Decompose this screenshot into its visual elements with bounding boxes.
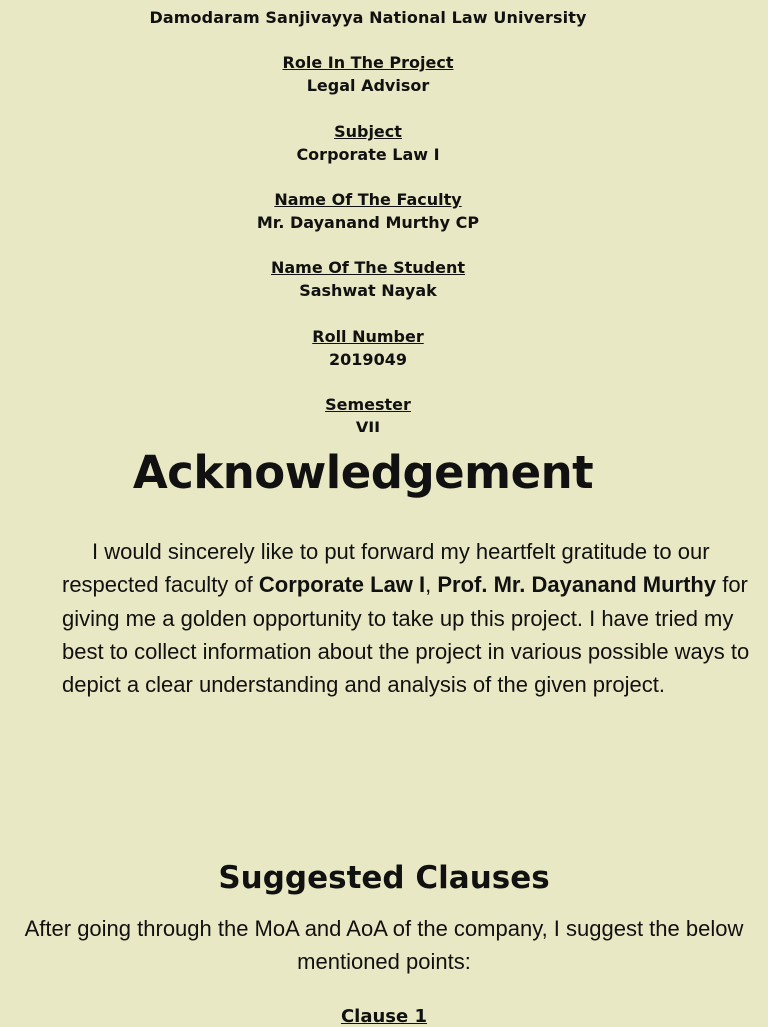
- clause-heading: Clause 1: [340, 1006, 428, 1027]
- role-label: Role In The Project: [282, 53, 454, 72]
- ack-text-end: for giving me a golden opportunity to take up this project. I have tried my best to collect information about the project in various possible ways to depict a clear understanding and analysis of the given project.: [62, 572, 750, 698]
- faculty-field: [0, 188, 736, 234]
- subject-field: [0, 120, 736, 166]
- semester-field: [0, 393, 736, 432]
- acknowledgement-heading: Acknowledgement: [132, 446, 594, 499]
- student-label: Name Of The Student: [270, 258, 466, 277]
- semester-value: VII: [355, 418, 381, 432]
- student-field: [0, 256, 736, 302]
- cover-page: [0, 0, 768, 432]
- subject-value: Corporate Law I: [296, 145, 440, 164]
- acknowledgement-paragraph: [62, 535, 766, 701]
- suggested-clauses-heading: Suggested Clauses: [218, 860, 550, 896]
- ack-text-start: I would sincerely like to put forward my heartfelt gratitude to our respected faculty of: [62, 539, 710, 598]
- ack-subject-bold: Corporate Law I: [258, 572, 426, 598]
- student-value: Sashwat Nayak: [299, 281, 437, 300]
- roll-field: [0, 325, 736, 371]
- roll-value: 2019049: [329, 350, 407, 369]
- role-value: Legal Advisor: [306, 76, 430, 95]
- suggested-intro: After going through the MoA and AoA of the company, I suggest the below mentioned points:: [24, 916, 744, 974]
- role-field: [0, 51, 736, 97]
- faculty-value: Mr. Dayanand Murthy CP: [256, 213, 480, 232]
- subject-label: Subject: [334, 122, 402, 141]
- ack-faculty-bold: Prof. Mr. Dayanand Murthy: [437, 572, 717, 598]
- university-name: Damodaram Sanjivayya National Law University: [149, 8, 587, 27]
- semester-label: Semester: [325, 395, 411, 414]
- roll-label: Roll Number: [312, 327, 424, 346]
- faculty-label: Name Of The Faculty: [274, 190, 462, 209]
- ack-comma: ,: [425, 572, 438, 598]
